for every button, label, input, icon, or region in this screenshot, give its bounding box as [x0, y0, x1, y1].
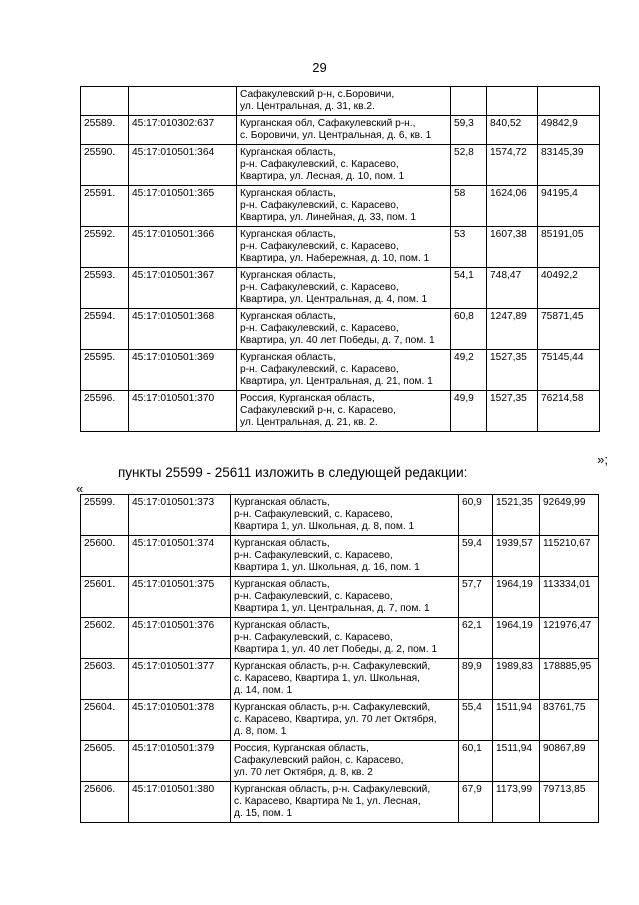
row-number-cell: 25589.: [81, 116, 129, 145]
address-line: д. 8, пом. 1: [234, 726, 287, 737]
address-line: Квартира 1, ул. Школьная, д. 16, пом. 1: [234, 562, 420, 573]
cadastral-number-cell: 45:17:010501:367: [129, 268, 237, 309]
table-row: [81, 391, 600, 432]
address-line: Квартира 1, ул. 40 лет Победы, д. 2, пом. 1: [234, 644, 438, 655]
rate-cell: 1607,38: [487, 227, 538, 268]
address-cell: [231, 741, 459, 782]
rate-cell: 1939,57: [493, 536, 540, 577]
address-line: Квартира, ул. Центральная, д. 4, пом. 1: [240, 294, 428, 305]
address-line: ул. Центральная, д. 31, кв.2.: [240, 101, 375, 112]
address-cell: [231, 782, 459, 823]
amendment-instruction: пункты 25599 - 25611 изложить в следующей редакции:: [118, 465, 468, 480]
table-body: [81, 495, 599, 823]
address-line: Курганская область,: [240, 352, 336, 363]
cadastral-number-cell: 45:17:010501:369: [129, 350, 237, 391]
area-cell: [451, 87, 487, 116]
address-line: д. 14, пом. 1: [234, 685, 293, 696]
address-line: р-н. Сафакулевский, с. Карасево,: [240, 159, 399, 170]
address-line: р-н. Сафакулевский, с. Карасево,: [240, 200, 399, 211]
cadastral-value-cell: 79713,85: [540, 782, 599, 823]
address-line: Квартира, ул. 40 лет Победы, д. 7, пом. 1: [240, 335, 435, 346]
table-row: [81, 495, 599, 536]
address-line: р-н. Сафакулевский, с. Карасево,: [234, 591, 393, 602]
rate-cell: 1989,83: [493, 659, 540, 700]
area-cell: 60,9: [459, 495, 493, 536]
area-cell: 59,3: [451, 116, 487, 145]
opening-quote-mark: «: [76, 481, 84, 496]
address-line: Квартира, ул. Лесная, д. 10, пом. 1: [240, 171, 405, 182]
cadastral-number-cell: 45:17:010501:379: [129, 741, 231, 782]
cadastral-value-cell: 83761,75: [540, 700, 599, 741]
cadastral-number-cell: 45:17:010501:370: [129, 391, 237, 432]
closing-quote-mark: »;: [597, 452, 608, 467]
table-row: [81, 145, 600, 186]
rate-cell: 1511,94: [493, 741, 540, 782]
address-line: с. Карасево, Квартира 1, ул. Школьная,: [234, 673, 420, 684]
cadastral-value-cell: 178885,95: [540, 659, 599, 700]
row-number-cell: 25601.: [81, 577, 129, 618]
address-cell: [237, 87, 451, 116]
address-line: Сафакулевский р-н, с. Карасево,: [240, 405, 396, 416]
row-number-cell: 25603.: [81, 659, 129, 700]
cadastral-number-cell: 45:17:010501:375: [129, 577, 231, 618]
area-cell: 55,4: [459, 700, 493, 741]
cadastral-number-cell: 45:17:010501:364: [129, 145, 237, 186]
address-line: Квартира, ул. Линейная, д. 33, пом. 1: [240, 212, 417, 223]
address-cell: [231, 618, 459, 659]
cadastral-number-cell: 45:17:010501:366: [129, 227, 237, 268]
area-cell: 60,1: [459, 741, 493, 782]
address-line: р-н. Сафакулевский, с. Карасево,: [240, 364, 399, 375]
address-cell: [237, 391, 451, 432]
address-line: р-н. Сафакулевский, с. Карасево,: [234, 632, 393, 643]
address-cell: [237, 350, 451, 391]
area-cell: 62,1: [459, 618, 493, 659]
address-cell: [237, 268, 451, 309]
cadastral-value-cell: 121976,47: [540, 618, 599, 659]
cadastral-number-cell: 45:17:010501:380: [129, 782, 231, 823]
address-line: Курганская область,: [234, 579, 330, 590]
row-number-cell: 25604.: [81, 700, 129, 741]
cadastral-number-cell: 45:17:010501:368: [129, 309, 237, 350]
rate-cell: 1574,72: [487, 145, 538, 186]
area-cell: 52,8: [451, 145, 487, 186]
table-row: [81, 618, 599, 659]
area-cell: 60,8: [451, 309, 487, 350]
area-cell: 59,4: [459, 536, 493, 577]
address-line: Квартира, ул. Центральная, д. 21, пом. 1: [240, 376, 433, 387]
cadastral-value-cell: 83145,39: [538, 145, 600, 186]
address-line: Квартира 1, ул. Школьная, д. 8, пом. 1: [234, 521, 415, 532]
table-row: [81, 350, 600, 391]
address-line: Россия, Курганская область,: [240, 393, 375, 404]
cadastral-number-cell: 45:17:010302:637: [129, 116, 237, 145]
address-line: Сафакулевский р-н, с.Боровичи,: [240, 89, 395, 100]
address-cell: [231, 577, 459, 618]
address-line: Курганская область,: [234, 497, 330, 508]
area-cell: 53: [451, 227, 487, 268]
row-number-cell: 25599.: [81, 495, 129, 536]
row-number-cell: 25606.: [81, 782, 129, 823]
table-body: [81, 87, 600, 432]
address-cell: [237, 186, 451, 227]
rate-cell: 1173,99: [493, 782, 540, 823]
cadastral-value-cell: 85191,05: [538, 227, 600, 268]
cadastral-number-cell: 45:17:010501:374: [129, 536, 231, 577]
row-number-cell: 25593.: [81, 268, 129, 309]
address-line: д. 15, пом. 1: [234, 808, 293, 819]
address-line: Квартира, ул. Набережная, д. 10, пом. 1: [240, 253, 430, 264]
rate-cell: 1624,06: [487, 186, 538, 227]
address-cell: [231, 700, 459, 741]
row-number-cell: 25602.: [81, 618, 129, 659]
cadastral-value-cell: 76214,58: [538, 391, 600, 432]
property-table-1: [80, 86, 600, 432]
address-cell: [237, 145, 451, 186]
table-row: [81, 741, 599, 782]
table-row: [81, 186, 600, 227]
address-line: с. Боровичи, ул. Центральная, д. 6, кв. 1: [240, 130, 432, 141]
address-line: р-н. Сафакулевский, с. Карасево,: [234, 550, 393, 561]
cadastral-number-cell: 45:17:010501:376: [129, 618, 231, 659]
cadastral-number-cell: [129, 87, 237, 116]
cadastral-value-cell: 40492,2: [538, 268, 600, 309]
rate-cell: 840,52: [487, 116, 538, 145]
area-cell: 89,9: [459, 659, 493, 700]
area-cell: 49,2: [451, 350, 487, 391]
address-cell: [231, 495, 459, 536]
property-table-2: [80, 494, 599, 823]
cadastral-number-cell: 45:17:010501:373: [129, 495, 231, 536]
cadastral-value-cell: 115210,67: [540, 536, 599, 577]
rate-cell: 1527,35: [487, 350, 538, 391]
table-row: [81, 536, 599, 577]
row-number-cell: 25595.: [81, 350, 129, 391]
address-line: ул. 70 лет Октября, д. 8, кв. 2: [234, 767, 373, 778]
table-row: [81, 782, 599, 823]
row-number-cell: 25590.: [81, 145, 129, 186]
address-line: Курганская область,: [234, 538, 330, 549]
rate-cell: 748,47: [487, 268, 538, 309]
address-line: Курганская область,: [234, 620, 330, 631]
address-line: Курганская область,: [240, 229, 336, 240]
rate-cell: [487, 87, 538, 116]
address-line: с. Карасево, Квартира № 1, ул. Лесная,: [234, 796, 421, 807]
address-line: Курганская область,: [240, 270, 336, 281]
row-number-cell: 25591.: [81, 186, 129, 227]
cadastral-value-cell: 94195,4: [538, 186, 600, 227]
rate-cell: 1511,94: [493, 700, 540, 741]
table-row: [81, 309, 600, 350]
address-cell: [237, 309, 451, 350]
table-row: [81, 659, 599, 700]
rate-cell: 1521,35: [493, 495, 540, 536]
cadastral-number-cell: 45:17:010501:378: [129, 700, 231, 741]
page-number: 29: [312, 60, 327, 75]
cadastral-value-cell: 75871,45: [538, 309, 600, 350]
address-line: р-н. Сафакулевский, с. Карасево,: [234, 509, 393, 520]
table-row: [81, 87, 600, 116]
address-line: р-н. Сафакулевский, с. Карасево,: [240, 282, 399, 293]
address-line: Сафакулевский район, с. Карасево,: [234, 755, 404, 766]
address-line: Курганская область, р-н. Сафакулевский,: [234, 702, 431, 713]
address-line: Курганская область,: [240, 147, 336, 158]
area-cell: 49,9: [451, 391, 487, 432]
address-line: Курганская область,: [240, 311, 336, 322]
cadastral-value-cell: 113334,01: [540, 577, 599, 618]
cadastral-value-cell: [538, 87, 600, 116]
address-line: Курганская обл, Сафакулевский р-н.,: [240, 118, 416, 129]
address-line: Курганская область, р-н. Сафакулевский,: [234, 661, 431, 672]
row-number-cell: 25594.: [81, 309, 129, 350]
address-line: Курганская область,: [240, 188, 336, 199]
address-line: Россия, Курганская область,: [234, 743, 369, 754]
address-line: р-н. Сафакулевский, с. Карасево,: [240, 241, 399, 252]
address-cell: [231, 659, 459, 700]
cadastral-value-cell: 92649,99: [540, 495, 599, 536]
table-row: [81, 116, 600, 145]
table-row: [81, 268, 600, 309]
rate-cell: 1247,89: [487, 309, 538, 350]
table-row: [81, 700, 599, 741]
area-cell: 58: [451, 186, 487, 227]
area-cell: 67,9: [459, 782, 493, 823]
address-line: Квартира 1, ул. Центральная, д. 7, пом. 1: [234, 603, 430, 614]
rate-cell: 1964,19: [493, 618, 540, 659]
address-line: Курганская область, р-н. Сафакулевский,: [234, 784, 431, 795]
row-number-cell: [81, 87, 129, 116]
cadastral-value-cell: 90867,89: [540, 741, 599, 782]
address-line: р-н. Сафакулевский, с. Карасево,: [240, 323, 399, 334]
area-cell: 54,1: [451, 268, 487, 309]
rate-cell: 1527,35: [487, 391, 538, 432]
address-cell: [231, 536, 459, 577]
cadastral-number-cell: 45:17:010501:365: [129, 186, 237, 227]
row-number-cell: 25605.: [81, 741, 129, 782]
address-line: с. Карасево, Квартира, ул. 70 лет Октября,: [234, 714, 437, 725]
rate-cell: 1964,19: [493, 577, 540, 618]
cadastral-value-cell: 75145,44: [538, 350, 600, 391]
table-row: [81, 227, 600, 268]
table-row: [81, 577, 599, 618]
address-line: ул. Центральная, д. 21, кв. 2.: [240, 417, 378, 428]
cadastral-number-cell: 45:17:010501:377: [129, 659, 231, 700]
row-number-cell: 25592.: [81, 227, 129, 268]
area-cell: 57,7: [459, 577, 493, 618]
row-number-cell: 25600.: [81, 536, 129, 577]
address-cell: [237, 227, 451, 268]
cadastral-value-cell: 49842,9: [538, 116, 600, 145]
row-number-cell: 25596.: [81, 391, 129, 432]
address-cell: [237, 116, 451, 145]
